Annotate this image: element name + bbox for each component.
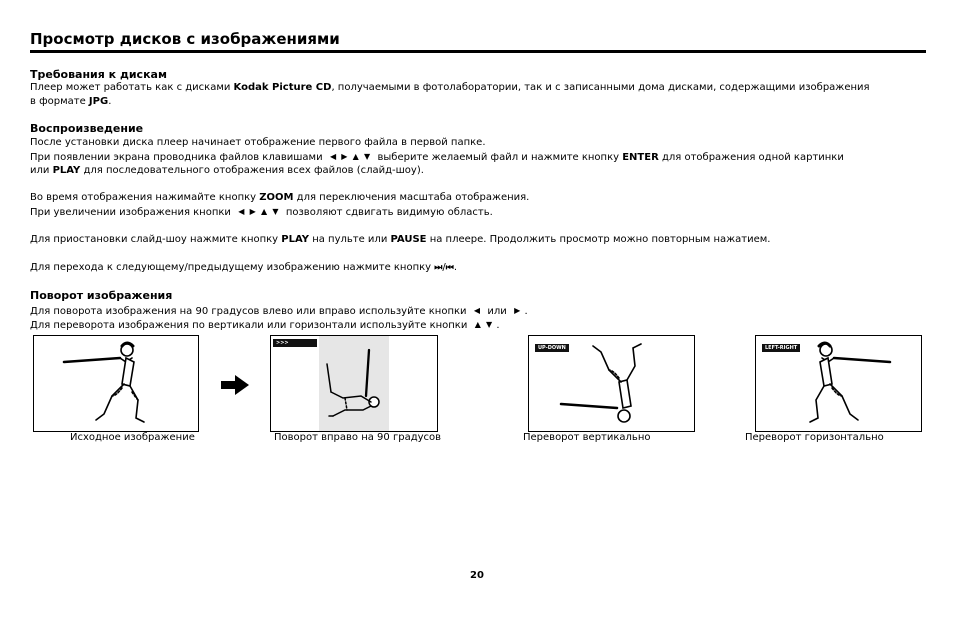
figure-flipped-horizontal-image bbox=[755, 335, 922, 432]
caption-flipped-horizontal: Переворот горизонтально bbox=[745, 432, 884, 443]
playback-line3: или PLAY для последовательного отображения всех файлов (слайд-шоу). bbox=[30, 165, 424, 176]
playback-line5: При увеличении изображения кнопки ◀ ▶ ▲ ▼ позволяют сдвигать видимую область. bbox=[30, 207, 493, 218]
heading-disc-requirements: Требования к дискам bbox=[30, 68, 167, 81]
paragraph-disc-req-line1: Плеер может работать как с дисками Kodak Picture CD, получаемыми в фотолаборатории, так и с записанными дома дисками, содержащими изображения bbox=[30, 82, 870, 93]
figure-rotated-image bbox=[270, 335, 438, 432]
rotate-badge: >>> bbox=[273, 339, 317, 347]
right-arrow-icon: ▶ bbox=[514, 306, 521, 315]
up-arrow-icon: ▲ bbox=[474, 320, 481, 329]
arrow-right-icon bbox=[221, 375, 249, 395]
left-arrow-icon: ◀ bbox=[238, 207, 245, 216]
heading-image-rotation: Поворот изображения bbox=[30, 289, 173, 302]
batter-rotated-illustration bbox=[271, 336, 437, 431]
rotation-line1: Для поворота изображения на 90 градусов влево или вправо используйте кнопки ◀ или ▶ . bbox=[30, 306, 528, 317]
right-arrow-icon: ▶ bbox=[341, 152, 348, 161]
figure-original-image bbox=[33, 335, 199, 432]
down-arrow-icon: ▼ bbox=[486, 320, 493, 329]
batter-flipped-horizontal-illustration bbox=[756, 336, 921, 431]
page-number: 20 bbox=[470, 570, 484, 581]
figure-flipped-vertical-image bbox=[528, 335, 695, 432]
caption-original: Исходное изображение bbox=[70, 432, 195, 443]
playback-line2: При появлении экрана проводника файлов клавишами ◀ ▶ ▲ ▼ выберите желаемый файл и нажмите кнопку ENTER для отображения одной картинки bbox=[30, 152, 844, 163]
paragraph-disc-req-line2: в формате JPG. bbox=[30, 96, 112, 107]
heading-playback: Воспроизведение bbox=[30, 122, 144, 135]
up-arrow-icon: ▲ bbox=[352, 152, 359, 161]
playback-line6: Для приостановки слайд-шоу нажмите кнопку PLAY на пульте или PAUSE на плеере. Продолжить просмотр можно повторным нажатием. bbox=[30, 234, 771, 245]
down-arrow-icon: ▼ bbox=[272, 207, 279, 216]
caption-rotated: Поворот вправо на 90 градусов bbox=[274, 432, 442, 443]
batter-flipped-vertical-illustration bbox=[529, 336, 694, 431]
page-title: Просмотр дисков с изображениями bbox=[30, 30, 340, 48]
up-down-badge: UP-DOWN bbox=[535, 344, 569, 352]
playback-line1: После установки диска плеер начинает отображение первого файла в первой папке. bbox=[30, 137, 486, 148]
next-track-icon: ⏭ bbox=[434, 263, 443, 273]
right-arrow-icon: ▶ bbox=[249, 207, 256, 216]
batter-illustration bbox=[34, 336, 198, 431]
caption-flipped-vertical: Переворот вертикально bbox=[523, 432, 651, 443]
left-right-badge: LEFT-RIGHT bbox=[762, 344, 800, 352]
up-arrow-icon: ▲ bbox=[260, 207, 268, 216]
playback-line7: Для перехода к следующему/предыдущему изображению нажмите кнопку ⏭/⏮. bbox=[30, 262, 458, 273]
left-arrow-icon: ◀ bbox=[329, 152, 337, 161]
title-rule bbox=[30, 50, 926, 53]
left-arrow-icon: ◀ bbox=[473, 306, 481, 315]
playback-line4: Во время отображения нажимайте кнопку ZOOM для переключения масштаба отображения. bbox=[30, 192, 530, 203]
rotation-line2: Для переворота изображения по вертикали или горизонтали используйте кнопки ▲ ▼ . bbox=[30, 320, 500, 331]
previous-track-icon: ⏮ bbox=[445, 263, 454, 273]
down-arrow-icon: ▼ bbox=[363, 152, 371, 161]
